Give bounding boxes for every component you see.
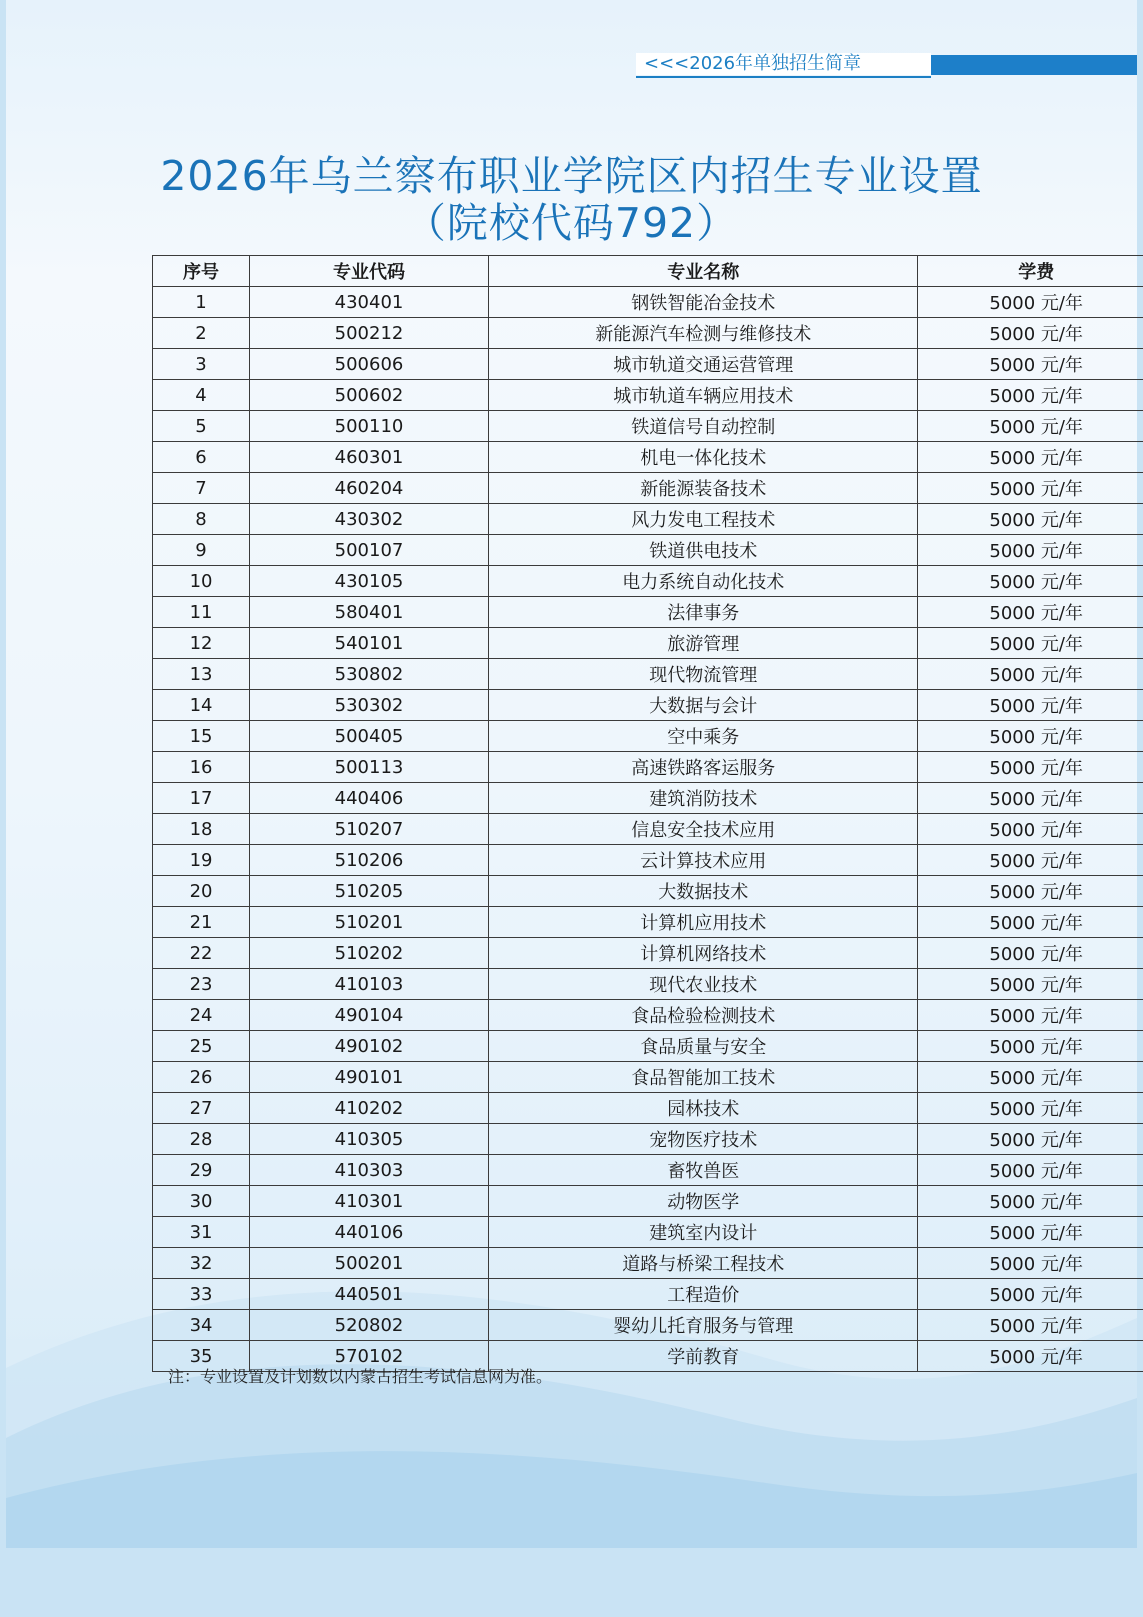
major-code: 500606 [250, 349, 489, 380]
tuition: 5000 元/年 [918, 1000, 1143, 1031]
tuition: 5000 元/年 [918, 1031, 1143, 1062]
major-name: 建筑室内设计 [489, 1217, 918, 1248]
row-index: 19 [153, 845, 250, 876]
table-row [153, 1155, 1143, 1186]
table-row [153, 876, 1143, 907]
major-code: 460204 [250, 473, 489, 504]
column-header: 学费 [918, 256, 1143, 287]
row-index: 17 [153, 783, 250, 814]
table-row [153, 1217, 1143, 1248]
tuition: 5000 元/年 [918, 690, 1143, 721]
table-row [153, 907, 1143, 938]
tuition: 5000 元/年 [918, 597, 1143, 628]
table-row [153, 1124, 1143, 1155]
major-code: 500107 [250, 535, 489, 566]
major-code: 510202 [250, 938, 489, 969]
major-name: 风力发电工程技术 [489, 504, 918, 535]
tuition: 5000 元/年 [918, 721, 1143, 752]
tuition: 5000 元/年 [918, 349, 1143, 380]
tuition: 5000 元/年 [918, 504, 1143, 535]
row-index: 34 [153, 1310, 250, 1341]
major-name: 旅游管理 [489, 628, 918, 659]
tuition: 5000 元/年 [918, 659, 1143, 690]
major-code: 500201 [250, 1248, 489, 1279]
major-code: 410303 [250, 1155, 489, 1186]
major-name: 道路与桥梁工程技术 [489, 1248, 918, 1279]
major-name: 畜牧兽医 [489, 1155, 918, 1186]
major-code: 410202 [250, 1093, 489, 1124]
table-row [153, 1248, 1143, 1279]
tuition: 5000 元/年 [918, 380, 1143, 411]
table-row [153, 1310, 1143, 1341]
table-row [153, 628, 1143, 659]
major-code: 460301 [250, 442, 489, 473]
major-name: 建筑消防技术 [489, 783, 918, 814]
major-code: 440406 [250, 783, 489, 814]
row-index: 25 [153, 1031, 250, 1062]
major-name: 食品质量与安全 [489, 1031, 918, 1062]
row-index: 11 [153, 597, 250, 628]
major-name: 计算机应用技术 [489, 907, 918, 938]
tuition: 5000 元/年 [918, 411, 1143, 442]
table-row [153, 1031, 1143, 1062]
major-code: 500212 [250, 318, 489, 349]
row-index: 20 [153, 876, 250, 907]
major-name: 铁道供电技术 [489, 535, 918, 566]
header-underline [636, 76, 931, 78]
row-index: 12 [153, 628, 250, 659]
major-name: 机电一体化技术 [489, 442, 918, 473]
major-code: 570102 [250, 1341, 489, 1372]
table-row [153, 721, 1143, 752]
tuition: 5000 元/年 [918, 1248, 1143, 1279]
major-code: 410103 [250, 969, 489, 1000]
major-name: 城市轨道交通运营管理 [489, 349, 918, 380]
row-index: 26 [153, 1062, 250, 1093]
table-body [153, 287, 1143, 1372]
major-code: 490101 [250, 1062, 489, 1093]
row-index: 5 [153, 411, 250, 442]
table-row [153, 287, 1143, 318]
major-name: 宠物医疗技术 [489, 1124, 918, 1155]
major-name: 新能源汽车检测与维修技术 [489, 318, 918, 349]
row-index: 28 [153, 1124, 250, 1155]
major-code: 510207 [250, 814, 489, 845]
table-row [153, 318, 1143, 349]
table-row [153, 380, 1143, 411]
column-header: 专业名称 [489, 256, 918, 287]
major-code: 500110 [250, 411, 489, 442]
major-name: 动物医学 [489, 1186, 918, 1217]
tuition: 5000 元/年 [918, 938, 1143, 969]
major-name: 食品检验检测技术 [489, 1000, 918, 1031]
major-code: 500602 [250, 380, 489, 411]
row-index: 16 [153, 752, 250, 783]
header-band [636, 53, 1137, 75]
table-header-row [153, 256, 1143, 287]
header-text: <<<2026年单独招生简章 [636, 53, 931, 75]
tuition: 5000 元/年 [918, 1062, 1143, 1093]
tuition: 5000 元/年 [918, 752, 1143, 783]
table-row [153, 535, 1143, 566]
row-index: 15 [153, 721, 250, 752]
majors-table [152, 255, 1143, 1372]
table-row [153, 814, 1143, 845]
row-index: 32 [153, 1248, 250, 1279]
table-row [153, 504, 1143, 535]
major-name: 学前教育 [489, 1341, 918, 1372]
row-index: 6 [153, 442, 250, 473]
page-title: 2026年乌兰察布职业学院区内招生专业设置 [160, 152, 983, 200]
major-name: 现代农业技术 [489, 969, 918, 1000]
table-row [153, 566, 1143, 597]
table-row [153, 597, 1143, 628]
major-code: 410301 [250, 1186, 489, 1217]
major-code: 430105 [250, 566, 489, 597]
column-header: 序号 [153, 256, 250, 287]
tuition: 5000 元/年 [918, 1155, 1143, 1186]
row-index: 18 [153, 814, 250, 845]
major-code: 520802 [250, 1310, 489, 1341]
row-index: 7 [153, 473, 250, 504]
table-row [153, 845, 1143, 876]
row-index: 21 [153, 907, 250, 938]
major-code: 510201 [250, 907, 489, 938]
major-name: 高速铁路客运服务 [489, 752, 918, 783]
tuition: 5000 元/年 [918, 845, 1143, 876]
table-row [153, 1279, 1143, 1310]
row-index: 27 [153, 1093, 250, 1124]
tuition: 5000 元/年 [918, 876, 1143, 907]
tuition: 5000 元/年 [918, 1279, 1143, 1310]
tuition: 5000 元/年 [918, 1186, 1143, 1217]
major-code: 500405 [250, 721, 489, 752]
row-index: 10 [153, 566, 250, 597]
row-index: 4 [153, 380, 250, 411]
tuition: 5000 元/年 [918, 969, 1143, 1000]
major-code: 440501 [250, 1279, 489, 1310]
major-code: 580401 [250, 597, 489, 628]
row-index: 22 [153, 938, 250, 969]
major-name: 空中乘务 [489, 721, 918, 752]
footnote: 注：专业设置及计划数以内蒙古招生考试信息网为准。 [168, 1367, 553, 1386]
row-index: 13 [153, 659, 250, 690]
major-code: 510205 [250, 876, 489, 907]
major-name: 大数据技术 [489, 876, 918, 907]
major-name: 钢铁智能冶金技术 [489, 287, 918, 318]
table-row [153, 938, 1143, 969]
tuition: 5000 元/年 [918, 566, 1143, 597]
row-index: 24 [153, 1000, 250, 1031]
major-name: 计算机网络技术 [489, 938, 918, 969]
column-header: 专业代码 [250, 256, 489, 287]
tuition: 5000 元/年 [918, 907, 1143, 938]
major-name: 园林技术 [489, 1093, 918, 1124]
tuition: 5000 元/年 [918, 1310, 1143, 1341]
table-row [153, 1000, 1143, 1031]
major-code: 500113 [250, 752, 489, 783]
tuition: 5000 元/年 [918, 318, 1143, 349]
row-index: 1 [153, 287, 250, 318]
table-row [153, 411, 1143, 442]
major-name: 云计算技术应用 [489, 845, 918, 876]
table-row [153, 349, 1143, 380]
tuition: 5000 元/年 [918, 287, 1143, 318]
table-row [153, 690, 1143, 721]
row-index: 8 [153, 504, 250, 535]
major-name: 信息安全技术应用 [489, 814, 918, 845]
major-name: 食品智能加工技术 [489, 1062, 918, 1093]
major-name: 现代物流管理 [489, 659, 918, 690]
major-name: 婴幼儿托育服务与管理 [489, 1310, 918, 1341]
row-index: 33 [153, 1279, 250, 1310]
major-code: 540101 [250, 628, 489, 659]
major-code: 490104 [250, 1000, 489, 1031]
row-index: 3 [153, 349, 250, 380]
major-name: 工程造价 [489, 1279, 918, 1310]
table-row [153, 969, 1143, 1000]
major-name: 法律事务 [489, 597, 918, 628]
table-row [153, 783, 1143, 814]
row-index: 23 [153, 969, 250, 1000]
table-row [153, 659, 1143, 690]
row-index: 2 [153, 318, 250, 349]
table-row [153, 473, 1143, 504]
major-code: 510206 [250, 845, 489, 876]
major-name: 电力系统自动化技术 [489, 566, 918, 597]
major-code: 530302 [250, 690, 489, 721]
tuition: 5000 元/年 [918, 628, 1143, 659]
table-row [153, 1093, 1143, 1124]
page-subtitle: （院校代码792） [404, 199, 739, 247]
tuition: 5000 元/年 [918, 1217, 1143, 1248]
table-row [153, 1186, 1143, 1217]
major-name: 大数据与会计 [489, 690, 918, 721]
tuition: 5000 元/年 [918, 1093, 1143, 1124]
tuition: 5000 元/年 [918, 1341, 1143, 1372]
table-row [153, 442, 1143, 473]
major-name: 铁道信号自动控制 [489, 411, 918, 442]
major-code: 410305 [250, 1124, 489, 1155]
row-index: 9 [153, 535, 250, 566]
tuition: 5000 元/年 [918, 783, 1143, 814]
tuition: 5000 元/年 [918, 473, 1143, 504]
major-name: 新能源装备技术 [489, 473, 918, 504]
major-code: 530802 [250, 659, 489, 690]
header-color-bar [931, 55, 1137, 75]
row-index: 31 [153, 1217, 250, 1248]
row-index: 14 [153, 690, 250, 721]
row-index: 29 [153, 1155, 250, 1186]
tuition: 5000 元/年 [918, 814, 1143, 845]
major-name: 城市轨道车辆应用技术 [489, 380, 918, 411]
major-code: 430401 [250, 287, 489, 318]
tuition: 5000 元/年 [918, 1124, 1143, 1155]
row-index: 35 [153, 1341, 250, 1372]
tuition: 5000 元/年 [918, 535, 1143, 566]
table-row [153, 1062, 1143, 1093]
major-code: 430302 [250, 504, 489, 535]
tuition: 5000 元/年 [918, 442, 1143, 473]
table-row [153, 752, 1143, 783]
major-code: 440106 [250, 1217, 489, 1248]
row-index: 30 [153, 1186, 250, 1217]
major-code: 490102 [250, 1031, 489, 1062]
